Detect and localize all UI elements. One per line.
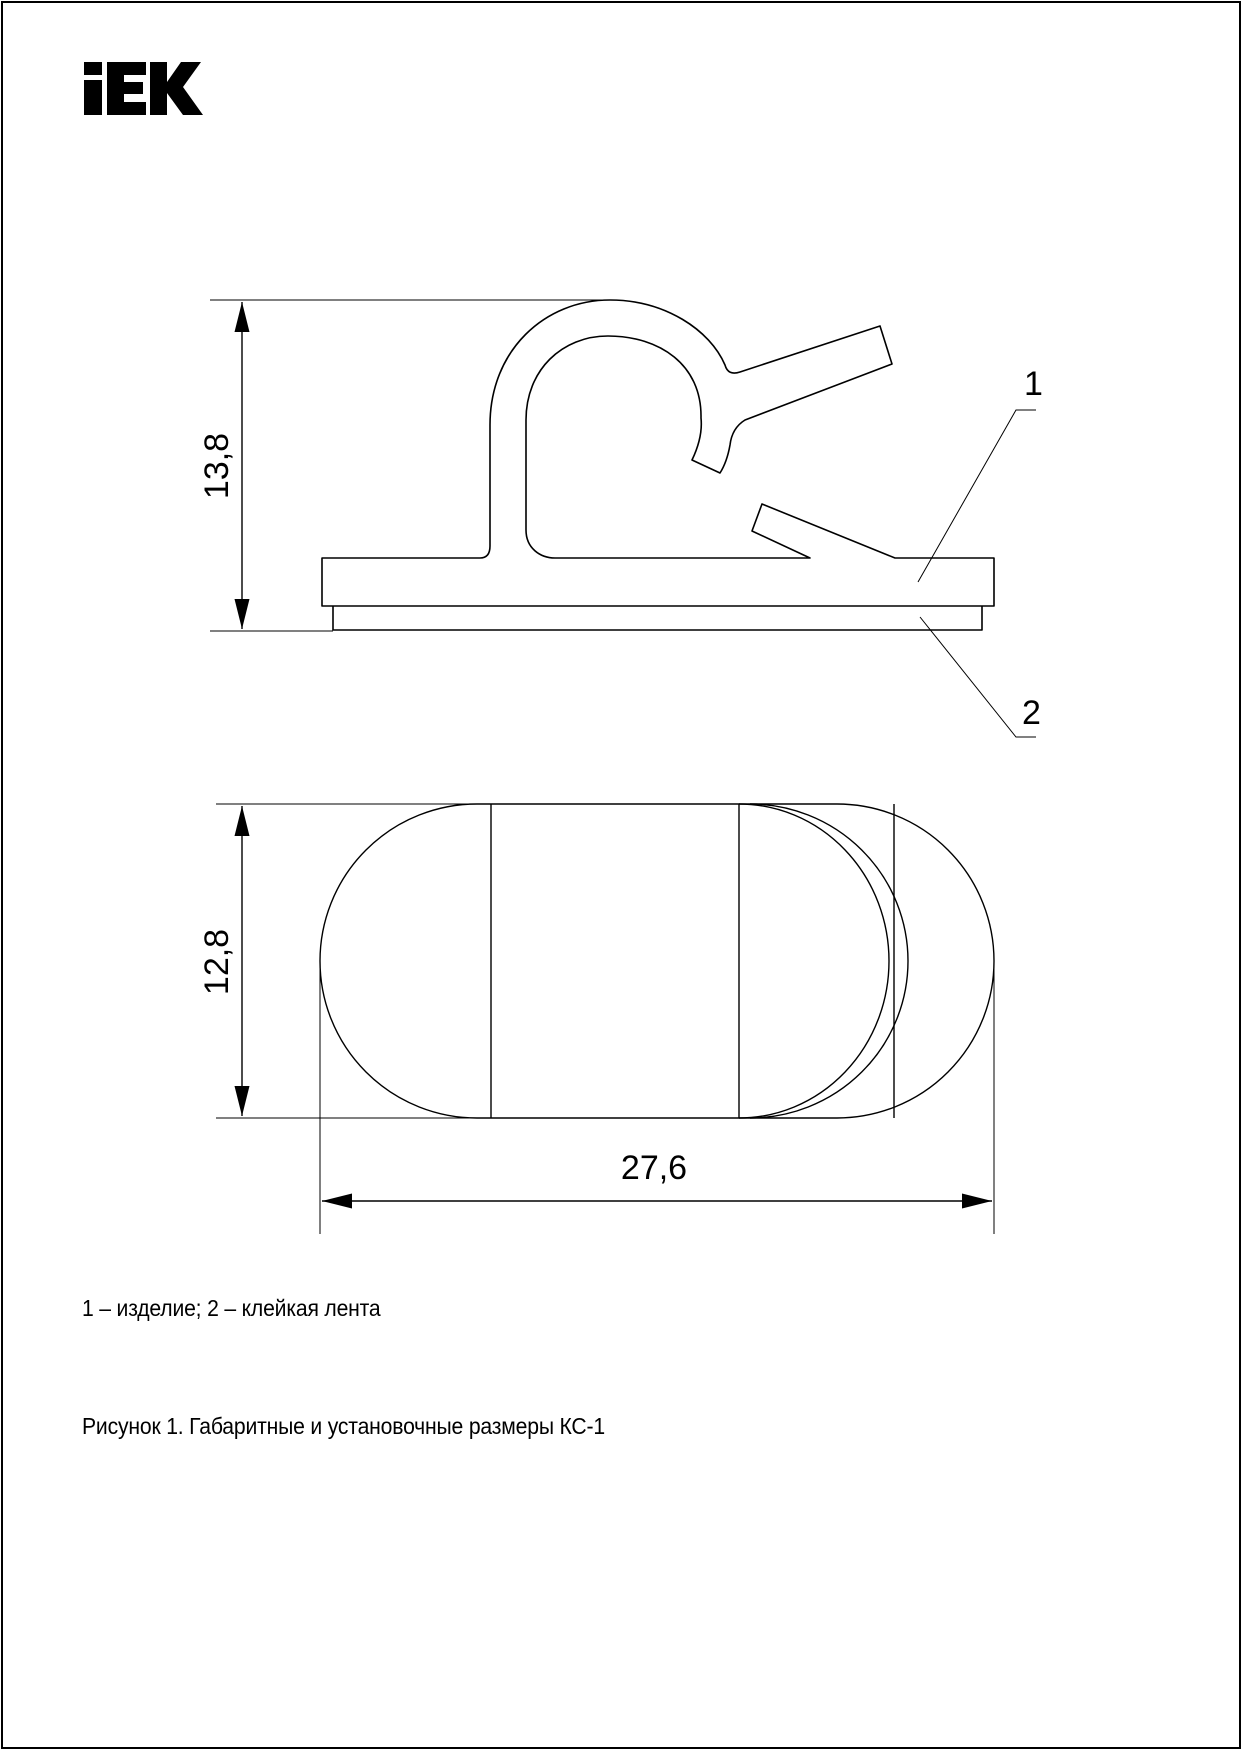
iek-logo bbox=[84, 62, 203, 115]
adhesive-tape bbox=[333, 606, 982, 630]
callout-leaders bbox=[918, 410, 1036, 737]
inner-arc-2 bbox=[750, 804, 908, 1118]
dimension-height-side bbox=[210, 300, 610, 631]
clip-side-view bbox=[322, 300, 994, 630]
dimension-label-length: 27,6 bbox=[620, 1149, 688, 1187]
clip-top-view bbox=[320, 804, 994, 1118]
callout-item-1: 1 bbox=[1024, 365, 1043, 403]
top-outline bbox=[320, 804, 994, 1118]
dimension-height-top bbox=[216, 804, 480, 1118]
clip-outline bbox=[322, 300, 994, 606]
dimension-label-height-side: 13,8 bbox=[198, 432, 236, 500]
inner-arc-1 bbox=[739, 804, 889, 1118]
figure-caption: Рисунок 1. Габаритные и установочные размеры КС-1 bbox=[82, 1413, 605, 1439]
dimension-label-height-top: 12,8 bbox=[198, 928, 236, 996]
dimension-length bbox=[320, 965, 994, 1234]
callout-item-2: 2 bbox=[1022, 694, 1041, 732]
legend-text: 1 – изделие; 2 – клейкая лента bbox=[82, 1295, 381, 1321]
